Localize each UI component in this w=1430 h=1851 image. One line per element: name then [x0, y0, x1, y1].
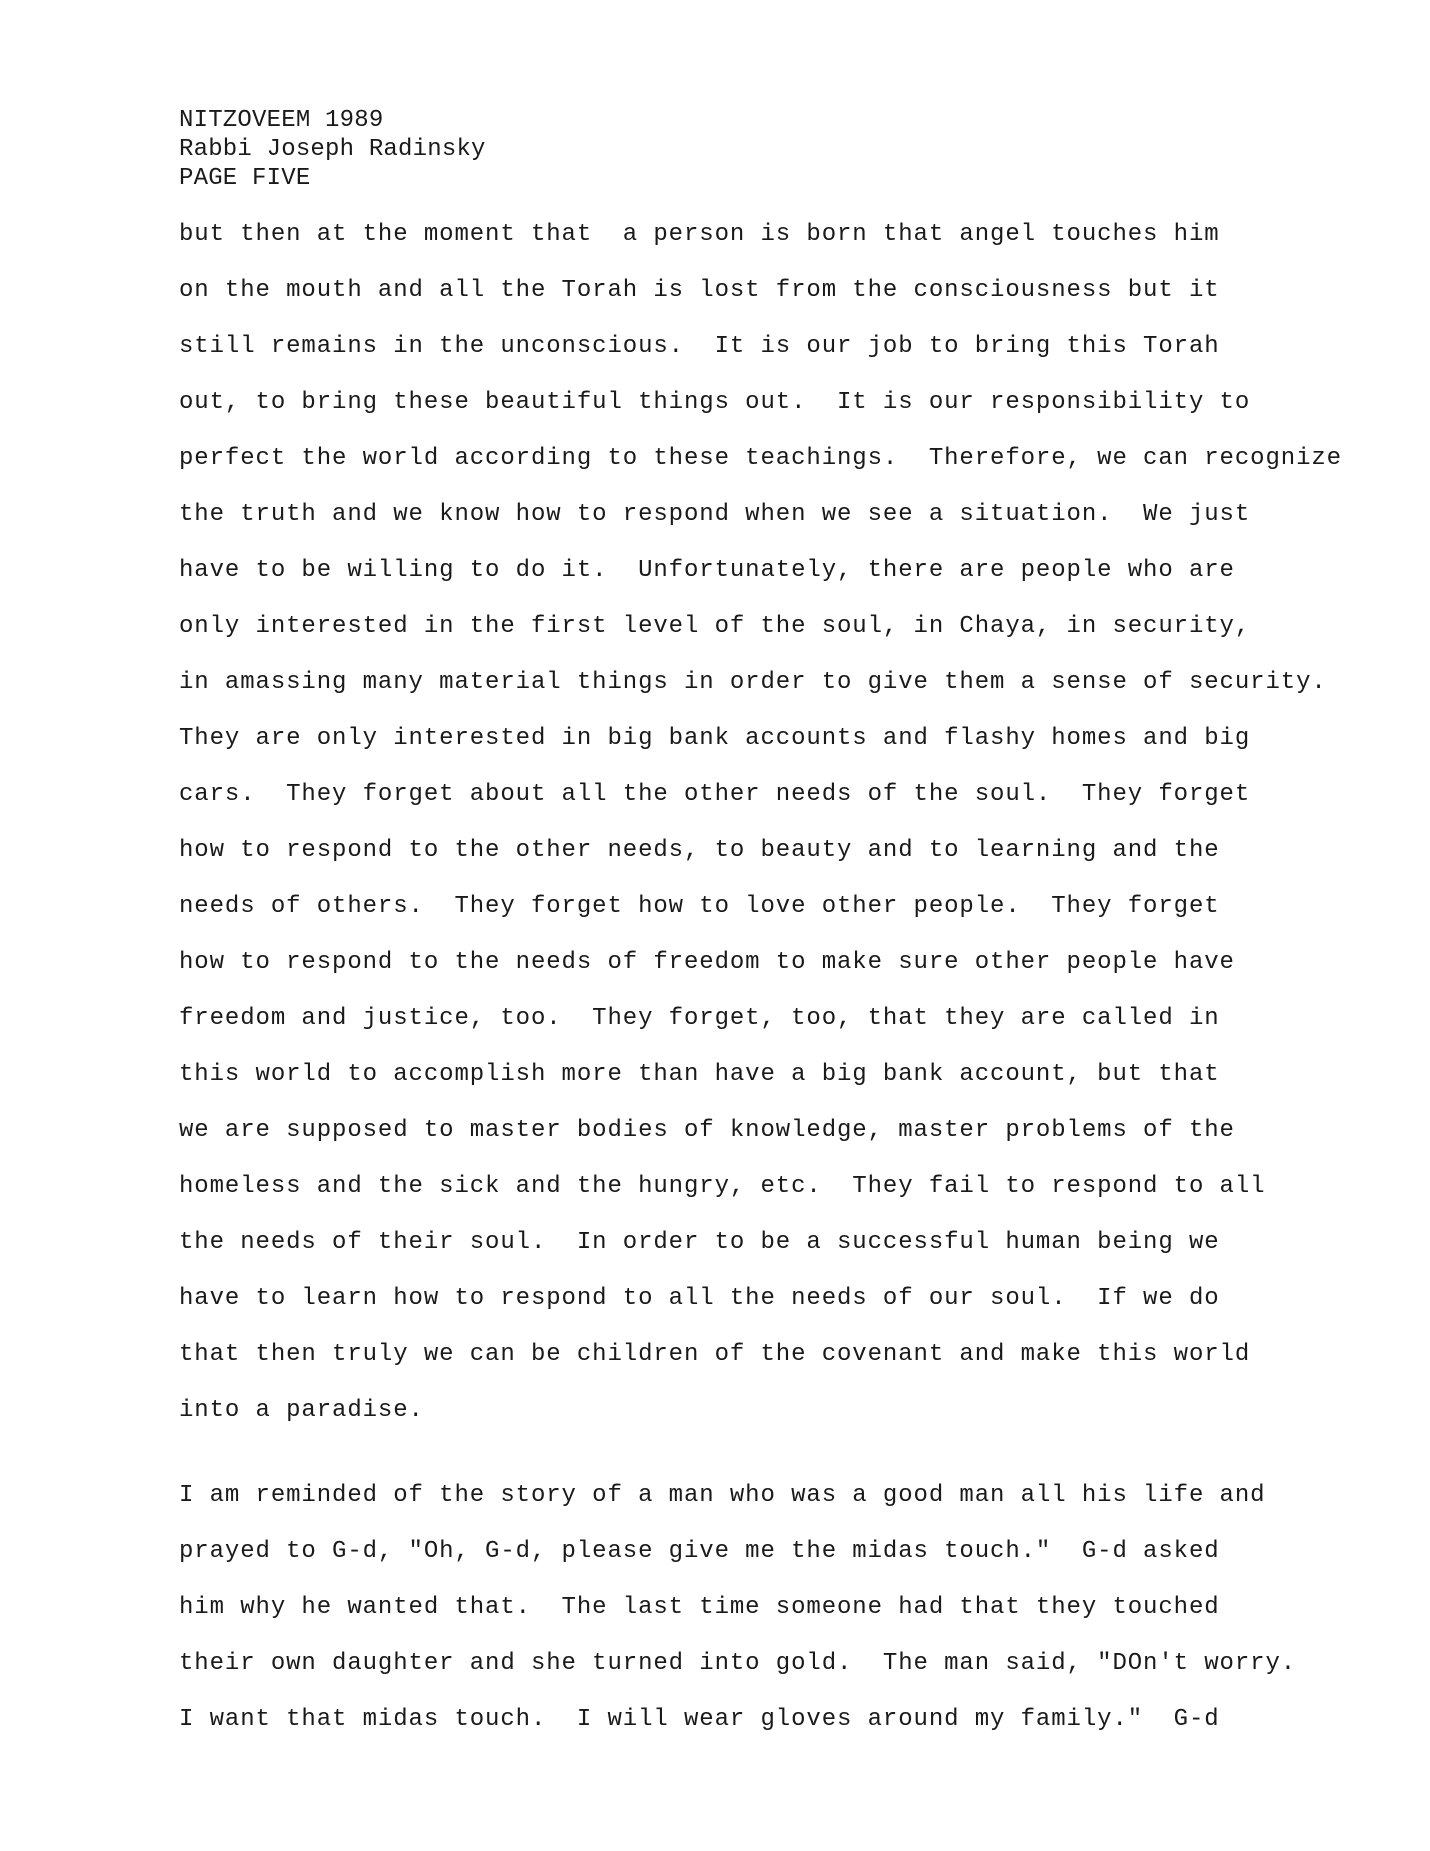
text-line: this world to accomplish more than have a big bank account, but that	[179, 1061, 1220, 1088]
text-line: prayed to G-d, "Oh, G-d, please give me the midas touch." G-d asked	[179, 1538, 1220, 1565]
text-line: their own daughter and she turned into gold. The man said, "DOn't worry.	[179, 1650, 1297, 1677]
text-line: perfect the world according to these teachings. Therefore, we can recognize	[179, 445, 1342, 472]
text-line: freedom and justice, too. They forget, too, that they are called in	[179, 1005, 1220, 1032]
text-line: him why he wanted that. The last time someone had that they touched	[179, 1594, 1220, 1621]
text-line: They are only interested in big bank accounts and flashy homes and big	[179, 725, 1251, 752]
text-line: homeless and the sick and the hungry, etc. They fail to respond to all	[179, 1173, 1266, 1200]
page-label: PAGE FIVE	[179, 165, 311, 192]
text-line: I am reminded of the story of a man who was a good man all his life and	[179, 1482, 1266, 1509]
text-line: out, to bring these beautiful things out. It is our responsibility to	[179, 389, 1251, 416]
body-paragraph-1	[179, 207, 1342, 1439]
text-line: have to learn how to respond to all the needs of our soul. If we do	[179, 1285, 1220, 1312]
text-line: that then truly we can be children of the covenant and make this world	[179, 1341, 1251, 1368]
text-line: how to respond to the needs of freedom to make sure other people have	[179, 949, 1235, 976]
text-line: into a paradise.	[179, 1397, 424, 1424]
text-line: but then at the moment that a person is born that angel touches him	[179, 221, 1220, 248]
text-line: we are supposed to master bodies of knowledge, master problems of the	[179, 1117, 1235, 1144]
text-line: the needs of their soul. In order to be a successful human being we	[179, 1229, 1220, 1256]
text-line: how to respond to the other needs, to beauty and to learning and the	[179, 837, 1220, 864]
text-line: I want that midas touch. I will wear gloves around my family." G-d	[179, 1706, 1220, 1733]
text-line: the truth and we know how to respond when we see a situation. We just	[179, 501, 1251, 528]
text-line: cars. They forget about all the other needs of the soul. They forget	[179, 781, 1251, 808]
document-author: Rabbi Joseph Radinsky	[179, 136, 486, 163]
text-line: on the mouth and all the Torah is lost from the consciousness but it	[179, 277, 1220, 304]
body-paragraph-2	[179, 1468, 1296, 1748]
text-line: in amassing many material things in order to give them a sense of security.	[179, 669, 1327, 696]
text-line: needs of others. They forget how to love other people. They forget	[179, 893, 1220, 920]
text-line: still remains in the unconscious. It is our job to bring this Torah	[179, 333, 1220, 360]
text-line: have to be willing to do it. Unfortunately, there are people who are	[179, 557, 1235, 584]
page-header	[179, 106, 486, 193]
document-title: NITZOVEEM 1989	[179, 107, 384, 134]
text-line: only interested in the first level of the soul, in Chaya, in security,	[179, 613, 1251, 640]
